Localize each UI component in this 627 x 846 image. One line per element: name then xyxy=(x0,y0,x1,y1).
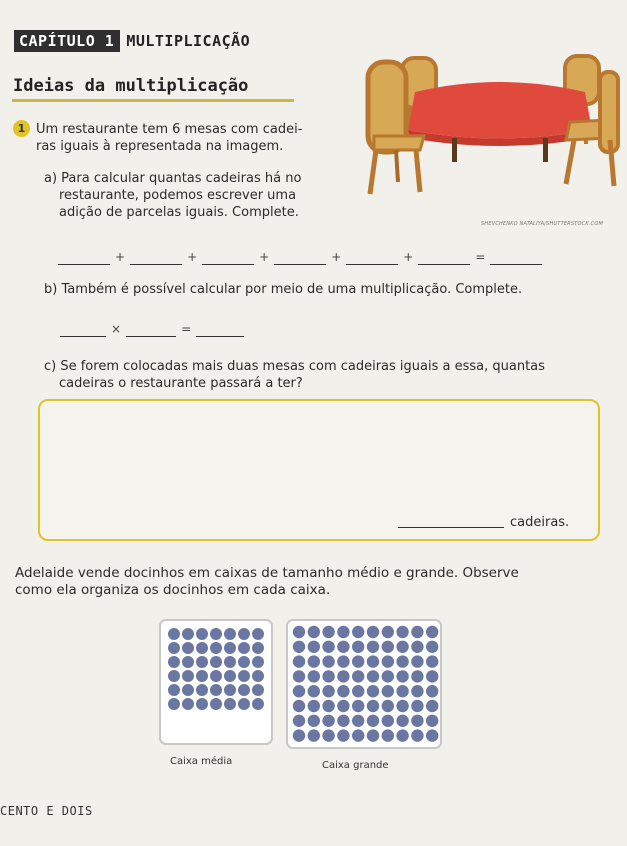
candy xyxy=(293,641,305,653)
lesson-title: Ideias da multiplicação xyxy=(13,76,249,96)
candy xyxy=(293,626,305,638)
candy xyxy=(396,626,408,638)
candy xyxy=(352,670,364,682)
part-b-text: b) Também é possível calcular por meio de uma multiplicação. Complete. xyxy=(44,282,523,297)
candy xyxy=(322,700,334,712)
candy xyxy=(396,729,408,741)
candy xyxy=(182,642,194,654)
candy xyxy=(426,715,438,727)
plus-sign: + xyxy=(259,250,270,264)
candy xyxy=(322,670,334,682)
candy xyxy=(182,698,194,710)
candy xyxy=(168,684,180,696)
candy xyxy=(352,685,364,697)
candy xyxy=(411,729,423,741)
intro-line: ras iguais à representada na imagem. xyxy=(36,139,284,154)
candy xyxy=(337,685,349,697)
multiplication-result-blank[interactable] xyxy=(196,324,244,337)
candy xyxy=(396,685,408,697)
candy xyxy=(308,700,320,712)
candy xyxy=(382,685,394,697)
candy xyxy=(252,670,264,682)
candy xyxy=(224,656,236,668)
candy xyxy=(196,670,208,682)
addition-blank[interactable] xyxy=(274,252,326,265)
candy xyxy=(426,700,438,712)
candy xyxy=(426,655,438,667)
candy xyxy=(411,700,423,712)
candy xyxy=(182,670,194,682)
part-a-text xyxy=(44,170,301,221)
candy xyxy=(352,700,364,712)
candy xyxy=(411,670,423,682)
candy xyxy=(238,698,250,710)
candy xyxy=(182,628,194,640)
candy xyxy=(196,628,208,640)
candy xyxy=(426,641,438,653)
candy xyxy=(168,670,180,682)
candy xyxy=(224,628,236,640)
part-c-line: c) Se forem colocadas mais duas mesas com cadeiras iguais a essa, quantas xyxy=(44,359,545,374)
equals-sign: = xyxy=(475,250,486,264)
plus-sign: + xyxy=(187,250,198,264)
candy xyxy=(426,626,438,638)
question-number-badge: 1 xyxy=(13,120,30,137)
candy xyxy=(382,670,394,682)
candy xyxy=(337,700,349,712)
candy xyxy=(308,641,320,653)
candy xyxy=(337,626,349,638)
part-c-text xyxy=(44,358,545,392)
times-sign: × xyxy=(111,322,122,336)
candy xyxy=(396,715,408,727)
medium-box-illustration xyxy=(158,618,274,746)
candy xyxy=(196,642,208,654)
candy xyxy=(210,684,222,696)
paragraph-line: como ela organiza os docinhos em cada caixa. xyxy=(15,582,331,598)
candy xyxy=(224,670,236,682)
candy xyxy=(382,729,394,741)
plus-sign: + xyxy=(331,250,342,264)
question-intro xyxy=(36,121,302,155)
candy xyxy=(411,641,423,653)
chapter-number: CAPÍTULO 1 xyxy=(14,30,120,52)
medium-box-caption: Caixa média xyxy=(170,756,233,767)
candy xyxy=(168,656,180,668)
candy xyxy=(322,626,334,638)
candy xyxy=(322,715,334,727)
candy xyxy=(168,642,180,654)
candy xyxy=(396,655,408,667)
candy xyxy=(308,685,320,697)
candy xyxy=(411,685,423,697)
candy xyxy=(252,628,264,640)
candy xyxy=(367,729,379,741)
candy xyxy=(293,655,305,667)
candy xyxy=(352,729,364,741)
addition-blank[interactable] xyxy=(130,252,182,265)
candy xyxy=(411,626,423,638)
candy xyxy=(210,656,222,668)
part-c-line: cadeiras o restaurante passará a ter? xyxy=(59,376,303,391)
candy xyxy=(196,698,208,710)
candy xyxy=(352,626,364,638)
candy xyxy=(337,641,349,653)
candy xyxy=(322,641,334,653)
candy xyxy=(252,684,264,696)
candy xyxy=(224,684,236,696)
candy xyxy=(308,655,320,667)
candy xyxy=(238,656,250,668)
intro-line: Um restaurante tem 6 mesas com cadei- xyxy=(36,122,303,137)
addition-blank[interactable] xyxy=(346,252,398,265)
candy xyxy=(308,626,320,638)
candy xyxy=(367,641,379,653)
candy xyxy=(252,656,264,668)
candy xyxy=(367,715,379,727)
candy xyxy=(322,685,334,697)
candy xyxy=(168,698,180,710)
candy xyxy=(382,655,394,667)
answer-blank[interactable] xyxy=(398,527,504,528)
candy xyxy=(224,642,236,654)
candy xyxy=(210,628,222,640)
addition-row xyxy=(58,246,542,265)
candy xyxy=(382,715,394,727)
chapter-heading xyxy=(14,32,250,50)
candy xyxy=(293,715,305,727)
table-with-chairs-illustration xyxy=(360,52,622,222)
candy xyxy=(238,670,250,682)
candy xyxy=(426,729,438,741)
image-credit: SHEVCHENKO NATALIYA/SHUTTERSTOCK.COM xyxy=(481,221,603,227)
candy xyxy=(210,698,222,710)
candy xyxy=(367,700,379,712)
chapter-title: MULTIPLICAÇÃO xyxy=(126,32,251,50)
candy xyxy=(367,685,379,697)
tablecloth xyxy=(408,82,592,139)
candy xyxy=(210,642,222,654)
candy xyxy=(182,684,194,696)
addition-blank[interactable] xyxy=(58,252,110,265)
candy xyxy=(411,715,423,727)
candy xyxy=(382,626,394,638)
candy xyxy=(210,670,222,682)
candy xyxy=(382,641,394,653)
candy xyxy=(293,700,305,712)
candy xyxy=(224,698,236,710)
candy xyxy=(252,642,264,654)
candy xyxy=(337,670,349,682)
candy xyxy=(367,626,379,638)
candy xyxy=(426,685,438,697)
candy xyxy=(322,655,334,667)
answer-unit: cadeiras. xyxy=(510,515,570,530)
candy xyxy=(308,715,320,727)
candy xyxy=(396,641,408,653)
candy xyxy=(411,655,423,667)
candy xyxy=(293,670,305,682)
title-underline xyxy=(12,99,294,102)
plus-sign: + xyxy=(403,250,414,264)
candy xyxy=(308,729,320,741)
candy xyxy=(252,698,264,710)
candy xyxy=(308,670,320,682)
plus-sign: + xyxy=(115,250,126,264)
part-a-line: a) Para calcular quantas cadeiras há no xyxy=(44,171,302,186)
sweets-paragraph xyxy=(15,565,519,599)
candy xyxy=(196,684,208,696)
candy xyxy=(196,656,208,668)
addition-blank[interactable] xyxy=(418,252,470,265)
candy xyxy=(382,700,394,712)
part-a-line: adição de parcelas iguais. Complete. xyxy=(59,205,299,220)
multiplication-row xyxy=(60,318,244,337)
large-box-illustration xyxy=(285,618,443,750)
candy xyxy=(293,685,305,697)
paragraph-line: Adelaide vende docinhos em caixas de tamanho médio e grande. Observe xyxy=(15,565,519,581)
candy xyxy=(352,715,364,727)
large-box-caption: Caixa grande xyxy=(322,760,389,771)
page-footer: CENTO E DOIS xyxy=(0,804,93,818)
candy xyxy=(322,729,334,741)
candy xyxy=(396,670,408,682)
multiplication-blank[interactable] xyxy=(126,324,176,337)
multiplication-blank[interactable] xyxy=(60,324,106,337)
equals-sign: = xyxy=(181,322,192,336)
candy xyxy=(337,715,349,727)
candy xyxy=(367,655,379,667)
candy xyxy=(367,670,379,682)
candy xyxy=(396,700,408,712)
candy xyxy=(238,642,250,654)
candy xyxy=(352,641,364,653)
candy xyxy=(238,684,250,696)
part-a-line: restaurante, podemos escrever uma xyxy=(59,188,297,203)
candy xyxy=(182,656,194,668)
candy xyxy=(293,729,305,741)
candy xyxy=(352,655,364,667)
candy xyxy=(426,670,438,682)
addition-blank[interactable] xyxy=(202,252,254,265)
candy xyxy=(238,628,250,640)
candy xyxy=(337,729,349,741)
candy xyxy=(168,628,180,640)
addition-result-blank[interactable] xyxy=(490,252,542,265)
candy xyxy=(337,655,349,667)
